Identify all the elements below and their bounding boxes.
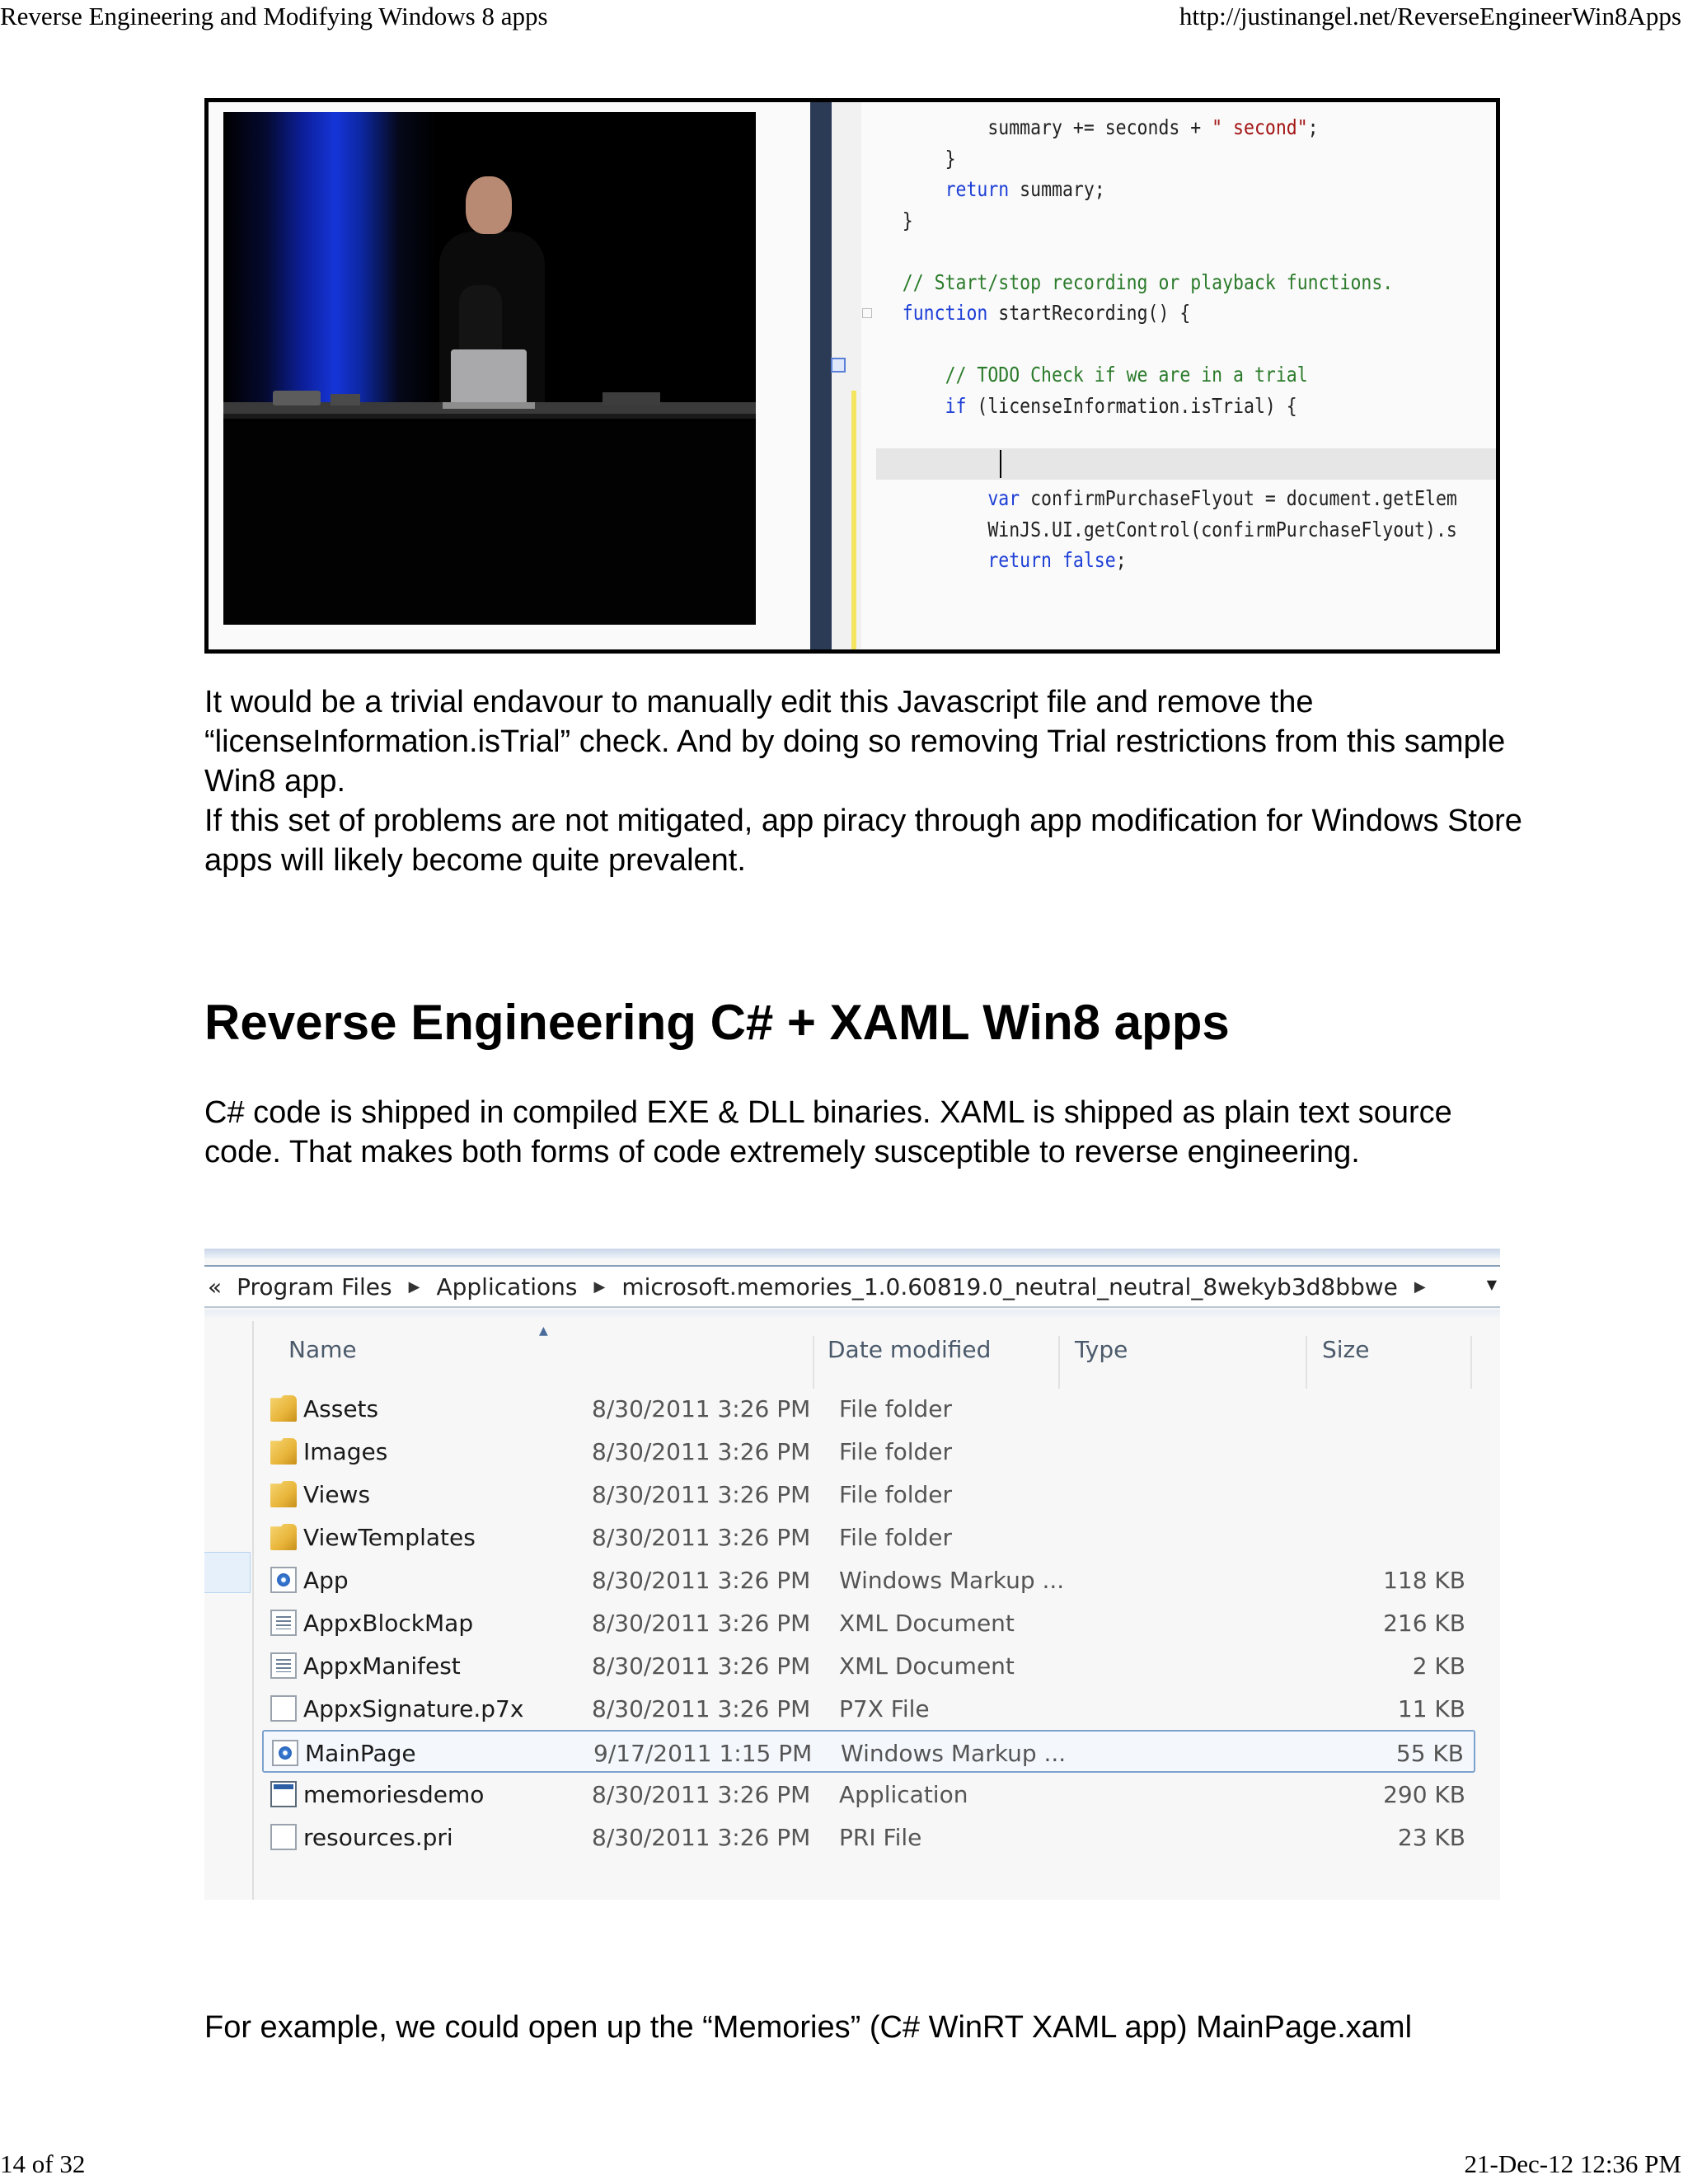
code-indent (860, 270, 903, 294)
code-token: if (945, 393, 967, 418)
code-line (860, 452, 1457, 484)
file-type: File folder (839, 1481, 953, 1508)
code-token: ; (1307, 115, 1319, 139)
file-row[interactable] (262, 1644, 1475, 1687)
file-size: 2 KB (1412, 1652, 1465, 1680)
file-row[interactable] (262, 1687, 1475, 1730)
file-name: ViewTemplates (303, 1524, 476, 1551)
folder-icon (270, 1438, 297, 1465)
file-row[interactable] (262, 1473, 1475, 1516)
explorer-toolbar-band (204, 1310, 1500, 1319)
folder-icon (270, 1481, 297, 1507)
file-icon (270, 1824, 297, 1850)
column-divider[interactable] (1306, 1336, 1307, 1389)
navigation-pane (204, 1321, 254, 1900)
code-token: confirmPurchaseFlyout = document.getElem (1020, 486, 1457, 510)
code-token: summary; (1009, 177, 1105, 201)
code-indent (860, 115, 987, 139)
file-row[interactable] (262, 1730, 1475, 1773)
code-indent (860, 518, 987, 541)
file-date-modified: 8/30/2011 3:26 PM (592, 1781, 811, 1808)
code-indent (860, 548, 987, 572)
code-token (1052, 548, 1062, 572)
code-token: (licenseInformation.isTrial) { (966, 393, 1297, 418)
file-name: AppxManifest (303, 1652, 461, 1680)
breadcrumb-item[interactable]: Applications (436, 1272, 578, 1301)
file-type: P7X File (839, 1695, 930, 1722)
presenter-video-frame (223, 112, 756, 625)
file-row[interactable] (262, 1773, 1475, 1816)
sort-ascending-icon: ▲ (539, 1324, 548, 1338)
paragraph-csharp-xaml: C# code is shipped in compiled EXE & DLL binaries. XAML is shipped as plain text source code. That makes both forms of code extremely susceptible to reverse engineering. (204, 1095, 1452, 1169)
file-name: memoriesdemo (303, 1781, 485, 1808)
file-icon (270, 1695, 297, 1722)
navigation-pane-selected-item[interactable] (204, 1552, 251, 1593)
file-type: Application (839, 1781, 968, 1808)
laptop-base (443, 402, 535, 409)
code-line (860, 236, 1457, 267)
folder-icon (270, 1395, 297, 1422)
code-line (860, 143, 1457, 175)
breadcrumb-overflow[interactable]: « (208, 1272, 223, 1301)
file-date-modified: 8/30/2011 3:26 PM (592, 1481, 811, 1508)
code-line (860, 298, 1457, 329)
file-size: 216 KB (1383, 1610, 1465, 1637)
code-editor-text (860, 112, 1457, 576)
application-icon (270, 1781, 297, 1807)
code-line (860, 205, 1457, 237)
code-line (860, 329, 1457, 360)
file-name: App (303, 1567, 349, 1594)
file-row[interactable] (262, 1516, 1475, 1558)
code-line (860, 174, 1457, 205)
file-type: File folder (839, 1438, 953, 1465)
laptop (451, 349, 527, 405)
section-heading: Reverse Engineering C# + XAML Win8 apps (204, 995, 1230, 1050)
stage-equipment (273, 391, 321, 405)
explorer-title-band (204, 1249, 1500, 1258)
file-size: 290 KB (1383, 1781, 1465, 1808)
stage-table-edge (223, 414, 756, 419)
code-token: summary += seconds + (987, 115, 1212, 139)
breadcrumb-arrow-icon[interactable]: ▶ (408, 1277, 420, 1296)
file-row[interactable] (262, 1816, 1475, 1858)
file-row[interactable] (262, 1601, 1475, 1644)
column-header-name[interactable]: Name (288, 1336, 357, 1363)
file-size: 23 KB (1397, 1824, 1465, 1851)
paragraph-example: For example, we could open up the “Memories” (C# WinRT XAML app) MainPage.xaml (204, 2010, 1413, 2045)
xml-document-icon (270, 1652, 297, 1679)
code-indent (860, 363, 945, 387)
column-divider[interactable] (1470, 1336, 1472, 1389)
file-date-modified: 8/30/2011 3:26 PM (592, 1824, 811, 1851)
breadcrumb-item[interactable]: Program Files (237, 1272, 392, 1301)
column-header-date[interactable]: Date modified (828, 1336, 992, 1363)
code-token: return (987, 548, 1053, 572)
file-date-modified: 8/30/2011 3:26 PM (592, 1524, 811, 1551)
file-date-modified: 8/30/2011 3:26 PM (592, 1438, 811, 1465)
file-name: Assets (303, 1395, 379, 1422)
code-indent (860, 209, 903, 232)
code-line (860, 514, 1457, 546)
markup-file-icon (272, 1740, 298, 1766)
stage-podium (223, 402, 756, 625)
address-bar[interactable] (204, 1265, 1500, 1308)
file-type: File folder (839, 1524, 953, 1551)
folder-icon (270, 1524, 297, 1550)
file-date-modified: 8/30/2011 3:26 PM (592, 1567, 811, 1594)
column-headers (256, 1321, 1500, 1377)
column-divider[interactable] (813, 1336, 814, 1389)
file-type: XML Document (839, 1652, 1015, 1680)
code-token: startRecording() { (987, 301, 1191, 325)
code-indent (860, 177, 945, 201)
code-indent (860, 394, 945, 418)
code-token: WinJS.UI.getControl(confirmPurchaseFlyout).s (987, 517, 1457, 541)
page-header-title: Reverse Engineering and Modifying Windows 8 apps (0, 2, 548, 30)
file-size: 11 KB (1397, 1695, 1465, 1722)
video-screenshot (204, 98, 1500, 654)
code-line (860, 483, 1457, 514)
code-token: return (945, 177, 1010, 201)
file-name: Views (303, 1481, 371, 1508)
page-footer-datetime: 21-Dec-12 12:36 PM (1464, 2149, 1681, 2178)
file-type: Windows Markup ... (839, 1567, 1065, 1594)
address-dropdown-icon[interactable]: ▼ (1486, 1277, 1497, 1292)
code-token: function (902, 301, 988, 325)
code-line (860, 545, 1457, 576)
code-line (860, 421, 1457, 452)
file-name: Images (303, 1438, 388, 1465)
file-row[interactable] (262, 1558, 1475, 1601)
page-footer-number: 14 of 32 (0, 2149, 86, 2178)
paragraph-trial-check: It would be a trivial endavour to manually edit this Javascript file and remove the “licenseInformation.isTrial” check. And by doing so removing Trial restrictions from this sample Win8 app. (204, 685, 1506, 799)
code-token: // Start/stop recording or playback functions. (902, 269, 1394, 294)
file-date-modified: 9/17/2011 1:15 PM (593, 1740, 813, 1767)
editor-window-border (810, 102, 832, 649)
code-line (860, 359, 1457, 391)
code-token: // TODO Check if we are in a trial (945, 363, 1308, 387)
code-token: ; (1115, 548, 1127, 572)
file-list (256, 1321, 1500, 1900)
paragraph-piracy: If this set of problems are not mitigated, app piracy through app modification for Windows Store apps will likely become quite prevalent. (204, 804, 1522, 878)
breadcrumb-arrow-icon[interactable]: ▶ (1414, 1277, 1426, 1296)
page-header-url: http://justinangel.net/ReverseEngineerWin8Apps (1179, 2, 1681, 30)
file-date-modified: 8/30/2011 3:26 PM (592, 1395, 811, 1422)
column-header-type[interactable]: Type (1075, 1336, 1128, 1363)
file-date-modified: 8/30/2011 3:26 PM (592, 1652, 811, 1680)
breadcrumb-arrow-icon[interactable]: ▶ (593, 1277, 606, 1296)
code-token: } (902, 208, 913, 232)
file-explorer-screenshot (204, 1249, 1500, 1900)
file-size: 118 KB (1383, 1567, 1465, 1594)
editor-gutter (832, 102, 861, 649)
code-indent (860, 301, 903, 325)
code-line (860, 267, 1457, 298)
file-size: 55 KB (1395, 1740, 1464, 1767)
code-token: false (1062, 548, 1116, 572)
code-token: var (987, 486, 1020, 510)
column-divider[interactable] (1058, 1336, 1060, 1389)
stage-equipment (331, 394, 360, 405)
code-indent (860, 147, 945, 171)
code-indent (860, 486, 987, 510)
file-name: MainPage (305, 1740, 416, 1767)
xml-document-icon (270, 1610, 297, 1636)
file-name: AppxBlockMap (303, 1610, 474, 1637)
stage-equipment (603, 392, 660, 405)
code-token: " second" (1212, 115, 1308, 139)
editor-change-marker (851, 391, 856, 654)
file-row[interactable] (262, 1387, 1475, 1430)
markup-file-icon (270, 1567, 297, 1593)
presenter-head (466, 176, 512, 234)
file-name: AppxSignature.p7x (303, 1695, 524, 1722)
file-date-modified: 8/30/2011 3:26 PM (592, 1695, 811, 1722)
column-header-size[interactable]: Size (1322, 1336, 1370, 1363)
file-type: PRI File (839, 1824, 922, 1851)
code-token: } (945, 146, 956, 171)
editor-bookmark-icon (831, 358, 846, 373)
file-type: XML Document (839, 1610, 1015, 1637)
code-line (860, 112, 1457, 143)
breadcrumb-item[interactable]: microsoft.memories_1.0.60819.0_neutral_neutral_8wekyb3d8bbwe (621, 1272, 1398, 1301)
file-name: resources.pri (303, 1824, 453, 1851)
file-type: File folder (839, 1395, 953, 1422)
code-line (860, 391, 1457, 422)
file-type: Windows Markup ... (841, 1740, 1067, 1767)
file-date-modified: 8/30/2011 3:26 PM (592, 1610, 811, 1637)
file-row[interactable] (262, 1430, 1475, 1473)
